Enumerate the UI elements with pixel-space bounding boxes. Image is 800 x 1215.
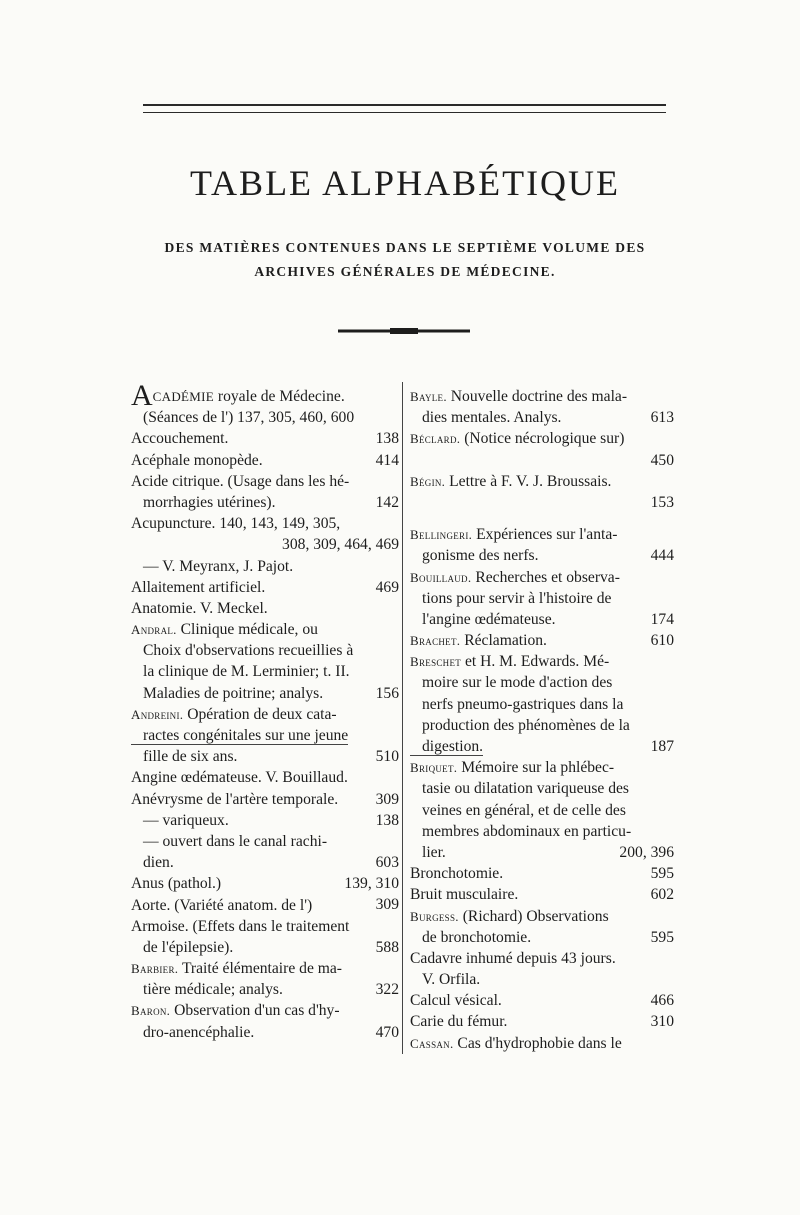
- entry-text: [131, 812, 229, 829]
- column-separator: [402, 382, 403, 1054]
- entry-text: [410, 1035, 622, 1052]
- entry-subject: Bronchotomie.: [410, 865, 504, 883]
- entry-text: [131, 706, 337, 723]
- index-entry-line: [410, 821, 674, 842]
- index-entry-line: [410, 927, 674, 948]
- index-entry-line: [131, 619, 399, 640]
- entry-author: Bégin.: [410, 473, 446, 489]
- index-entry-line: [131, 810, 399, 831]
- page-number: 139, 310: [344, 875, 399, 893]
- entry-subject: Acide citrique. (Usage dans les hé-: [131, 472, 350, 490]
- entry-text: [410, 611, 556, 628]
- page-number: 595: [650, 865, 674, 883]
- decorative-rule: [338, 328, 470, 334]
- page-number: 602: [650, 886, 674, 904]
- entry-text: [131, 600, 268, 617]
- index-entry-line: [410, 842, 674, 863]
- entry-text: [131, 473, 349, 490]
- entry-text: [410, 738, 483, 756]
- index-entry-line: [410, 567, 674, 588]
- entry-text: [410, 950, 616, 967]
- entry-subject: Cadavre inhumé depuis 43 jours.: [410, 949, 616, 967]
- entry-subject: — V. Meyranx, J. Pajot.: [143, 557, 294, 575]
- index-entry-line: [131, 852, 399, 873]
- index-entry-line: [131, 683, 399, 704]
- entry-text: [131, 621, 318, 638]
- entry-text: [410, 780, 629, 797]
- entry-text: [131, 409, 354, 426]
- page-number: 466: [650, 992, 674, 1010]
- entry-subject: tasie ou dilatation variqueuse des: [422, 780, 629, 798]
- entry-subject: Aorte. (Variété anatom. de l'): [131, 896, 313, 914]
- page-number: 153: [650, 493, 674, 511]
- page-number: 510: [375, 748, 399, 766]
- index-entry-line: [410, 736, 674, 757]
- entry-text: [410, 430, 624, 447]
- entry-text: [131, 663, 350, 680]
- entry-subject: gonisme des nerfs.: [422, 547, 539, 565]
- page-number: 414: [375, 451, 399, 469]
- entry-subject: Cas d'hydrophobie dans le: [453, 1034, 622, 1052]
- entry-subject: nerfs pneumo-gastriques dans la: [422, 695, 624, 713]
- entry-text: [131, 642, 353, 659]
- entry-text: [131, 791, 338, 808]
- entry-text: [131, 558, 293, 575]
- entry-text: [410, 653, 609, 670]
- entry-subject: Anévrysme de l'artère temporale.: [131, 790, 339, 808]
- index-entry-line: [131, 513, 399, 534]
- index-entry-line: [410, 778, 674, 799]
- index-entry-line: [131, 1000, 399, 1021]
- index-entry-line: [410, 863, 674, 884]
- entry-text: [410, 823, 631, 840]
- entry-subject: Traité élémentaire de ma-: [178, 960, 343, 978]
- entry-subject: l'angine œdémateuse.: [422, 610, 556, 628]
- index-entry-line: [131, 725, 399, 746]
- index-entry-line: [410, 471, 674, 492]
- entry-author: Andral.: [131, 622, 177, 638]
- page-number: 138: [375, 430, 399, 448]
- page-number: 309: [375, 790, 399, 808]
- index-entry-line: [131, 958, 399, 979]
- entry-text: [131, 960, 342, 977]
- entry-subject: — variqueux.: [143, 811, 229, 829]
- index-entry-line: [410, 407, 674, 428]
- entry-subject: digestion.: [422, 738, 484, 755]
- index-entry-line: [410, 990, 674, 1011]
- index-entry-line: [410, 588, 674, 609]
- entry-subject: (Séances de l') 137, 305, 460, 600: [143, 409, 355, 427]
- entry-subject: V. Orfila.: [422, 971, 481, 989]
- entry-text: [131, 430, 228, 447]
- index-entry-line: [410, 948, 674, 969]
- entry-subject: de bronchotomie.: [422, 928, 532, 946]
- entry-subject: Observation d'un cas d'hy-: [170, 1002, 340, 1020]
- entry-text: [410, 388, 627, 405]
- index-entry-line: [410, 906, 674, 927]
- entry-text: [410, 473, 611, 490]
- entry-author: CADÉMIE: [152, 389, 214, 404]
- entry-text: [410, 590, 611, 607]
- index-entry-line: [131, 534, 399, 555]
- entry-author: Bouillaud.: [410, 569, 472, 585]
- entry-text: [131, 875, 221, 892]
- entry-subject: Acupuncture. 140, 143, 149, 305,: [131, 515, 341, 533]
- entry-text: [131, 939, 233, 956]
- entry-author: Baron.: [131, 1003, 171, 1019]
- entry-author: Barbier.: [131, 961, 179, 977]
- index-column-left: [131, 379, 399, 1043]
- entry-subject: membres abdominaux en particu-: [422, 822, 632, 840]
- entry-text: [131, 1002, 340, 1019]
- entry-subject: moire sur le mode d'action des: [422, 674, 613, 692]
- index-entry-line: [410, 1011, 674, 1032]
- index-entry-line: [131, 916, 399, 937]
- page-number: 142: [375, 493, 399, 511]
- entry-subject: dien.: [143, 854, 174, 872]
- entry-subject: Clinique médicale, ou: [176, 621, 318, 639]
- entry-text: [410, 971, 480, 988]
- index-entry-line: [410, 800, 674, 821]
- index-entry-line: [131, 979, 399, 1000]
- index-entry-line: [131, 471, 399, 492]
- index-entry-line: [131, 450, 399, 471]
- index-entry-line: [410, 450, 674, 471]
- page-number: 156: [375, 684, 399, 702]
- entry-text: [410, 1013, 507, 1030]
- index-entry-line: [410, 715, 674, 736]
- page-title: TABLE ALPHABÉTIQUE: [189, 163, 621, 203]
- entry-author: Cassan.: [410, 1035, 454, 1051]
- entry-subject: la clinique de M. Lerminier; t. II.: [143, 663, 350, 681]
- entry-subject: Nouvelle doctrine des mala-: [446, 388, 628, 405]
- entry-subject: production des phénomènes de la: [422, 716, 630, 734]
- page-number: 310: [650, 1013, 674, 1031]
- entry-text: [131, 833, 327, 850]
- index-entry-line: [131, 379, 399, 412]
- entry-text: [410, 526, 617, 543]
- index-entry-line: [410, 757, 674, 778]
- entry-subject: Angine œdémateuse. V. Bouillaud.: [131, 769, 348, 787]
- index-entry-line: [410, 428, 674, 449]
- index-entry-line: [131, 1022, 399, 1043]
- entry-author: Béclard.: [410, 431, 461, 447]
- entry-subject: Anus (pathol.): [131, 875, 222, 893]
- index-entry-line: [131, 767, 399, 788]
- index-entry-line: [131, 746, 399, 767]
- entry-text: [410, 674, 612, 691]
- page-number: 613: [650, 409, 674, 427]
- drop-cap: A: [131, 379, 153, 412]
- entry-subject: Expériences sur l'anta-: [472, 526, 618, 544]
- index-entry-line: [131, 556, 399, 577]
- page-number: 450: [650, 451, 674, 469]
- page-number: 187: [650, 737, 674, 755]
- index-entry-line: [131, 937, 399, 958]
- entry-text: [131, 748, 237, 765]
- entry-author: Briquet.: [410, 760, 458, 776]
- top-rule: [143, 104, 666, 106]
- page-number: 138: [375, 811, 399, 829]
- entry-subject: Accouchement.: [131, 430, 229, 448]
- index-entry-line: [131, 640, 399, 661]
- entry-subject: Opération de deux cata-: [183, 705, 337, 723]
- entry-subject: (Richard) Observations: [458, 907, 609, 925]
- entry-text: [131, 769, 348, 786]
- entry-text: [131, 981, 283, 998]
- entry-subject: Carie du fémur.: [410, 1013, 508, 1031]
- entry-subject: Acéphale monopède.: [131, 451, 263, 469]
- index-column-right: [410, 386, 674, 1054]
- entry-subject: Maladies de poitrine; analys.: [143, 684, 324, 702]
- entry-text: [131, 685, 323, 702]
- entry-subject: Allaitement artificiel.: [131, 578, 266, 596]
- index-entry-line: [131, 428, 399, 449]
- entry-subject: Recherches et observa-: [471, 568, 620, 586]
- entry-text: [282, 534, 399, 555]
- entry-subject: Anatomie. V. Meckel.: [131, 599, 268, 617]
- entry-text: [410, 409, 561, 426]
- page-number: 595: [650, 928, 674, 946]
- subtitle-line-1: DES MATIÈRES CONTENUES DANS LE SEPTIÈME VOLUME DES: [164, 240, 646, 255]
- entry-text: [410, 759, 614, 776]
- index-entry-line: [410, 969, 674, 990]
- entry-subject: Mémoire sur la phlébec-: [457, 759, 615, 777]
- index-entry-line: [131, 598, 399, 619]
- entry-subject: (Notice nécrologique sur): [460, 430, 625, 448]
- index-entry-line: [410, 609, 674, 630]
- entry-text: [131, 494, 276, 511]
- index-entry-line: [131, 577, 399, 598]
- entry-text: [410, 696, 623, 713]
- page-number: 588: [375, 938, 399, 956]
- entry-text: [131, 854, 174, 871]
- entry-author: Bellingeri.: [410, 527, 473, 543]
- index-entry-line: [131, 789, 399, 810]
- index-entry-line: [410, 694, 674, 715]
- entry-text: [131, 727, 348, 745]
- entry-author: Andreini.: [131, 706, 184, 722]
- page-number: 309: [375, 896, 399, 914]
- entry-subject: tière médicale; analys.: [143, 981, 283, 999]
- entry-subject: Bruit musculaire.: [410, 886, 519, 904]
- entry-text: [131, 897, 312, 914]
- index-entry-line: [131, 407, 399, 428]
- entry-subject: tions pour servir à l'histoire de: [422, 589, 612, 607]
- entry-text: [410, 632, 547, 649]
- entry-subject: Armoise. (Effets dans le traitement: [131, 917, 350, 935]
- entry-subject: dies mentales. Analys.: [422, 409, 562, 427]
- entry-author: Brachet.: [410, 633, 461, 649]
- entry-author: Breschet: [410, 654, 462, 670]
- subtitle-line-2: ARCHIVES GÉNÉRALES DE MÉDECINE.: [254, 264, 556, 279]
- entry-subject: de l'épilepsie).: [143, 938, 234, 956]
- entry-subject: — ouvert dans le canal rachi-: [143, 832, 328, 850]
- entry-text: [410, 802, 626, 819]
- entry-author: Bayle.: [410, 389, 447, 404]
- entry-author: Burgess.: [410, 908, 459, 924]
- entry-subject: Calcul vésical.: [410, 992, 502, 1010]
- entry-text: [410, 844, 446, 861]
- entry-text: [410, 992, 502, 1009]
- index-entry-line: [410, 672, 674, 693]
- entry-subject: ractes congénitales sur une jeune: [143, 727, 349, 744]
- page-number: 610: [650, 632, 674, 650]
- entry-subject: 308, 309, 464, 469: [282, 536, 399, 554]
- entry-text: [410, 717, 630, 734]
- entry-text: [410, 886, 518, 903]
- entry-text: [131, 515, 340, 532]
- entry-subject: morrhagies utérines).: [143, 493, 276, 511]
- entry-subject: Lettre à F. V. J. Broussais.: [445, 472, 612, 490]
- entry-subject: fille de six ans.: [143, 748, 238, 766]
- page-number: 200, 396: [619, 843, 674, 861]
- entry-text: [131, 379, 345, 412]
- index-entry-line: [410, 651, 674, 672]
- index-entry-line: [410, 386, 674, 407]
- entry-text: [410, 547, 539, 564]
- index-entry-line: [131, 704, 399, 725]
- index-entry-line: [131, 873, 399, 894]
- index-entry-line: [131, 831, 399, 852]
- entry-subject: dro-anencéphalie.: [143, 1023, 255, 1041]
- page-number: 470: [375, 1023, 399, 1041]
- index-entry-line: [410, 524, 674, 545]
- index-entry-line: [131, 661, 399, 682]
- entry-subject: veines en général, et de celle des: [422, 801, 626, 819]
- page-number: 322: [375, 981, 399, 999]
- entry-subject: lier.: [422, 843, 446, 861]
- entry-subject: Choix d'observations recueillies à: [143, 642, 354, 660]
- page-number: 603: [375, 854, 399, 872]
- index-entry-line: [410, 1033, 674, 1054]
- entry-text: [131, 579, 265, 596]
- entry-text: [410, 908, 609, 925]
- entry-text: [410, 865, 503, 882]
- entry-subject: et H. M. Edwards. Mé-: [461, 653, 610, 671]
- entry-text: [131, 918, 349, 935]
- entry-text: [410, 569, 620, 586]
- page-number: 444: [650, 547, 674, 565]
- index-entry-line: [410, 492, 674, 513]
- entry-subject: Réclamation.: [460, 632, 547, 650]
- index-entry-line: [410, 630, 674, 651]
- index-entry-line: [410, 545, 674, 566]
- index-entry-line: [131, 895, 399, 916]
- entry-text: [410, 929, 531, 946]
- index-entry-line: [410, 884, 674, 905]
- page-number: 174: [650, 610, 674, 628]
- page-number: 469: [375, 578, 399, 596]
- top-rule-thin: [143, 112, 666, 113]
- entry-text: [131, 1024, 254, 1041]
- entry-text: [131, 452, 263, 469]
- entry-rest: royale de Médecine.: [214, 388, 345, 405]
- index-entry-line: [131, 492, 399, 513]
